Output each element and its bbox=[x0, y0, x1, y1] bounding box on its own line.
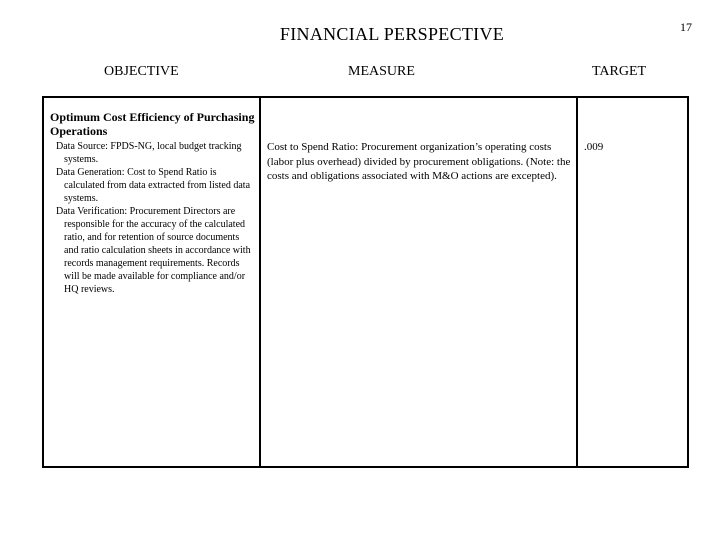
data-source-text: Data Source: FPDS-NG, local budget tracking systems. bbox=[56, 141, 242, 165]
page-number: 17 bbox=[680, 20, 692, 34]
objective-cell bbox=[44, 98, 259, 296]
measure-cell bbox=[261, 98, 576, 184]
target-cell bbox=[578, 98, 688, 155]
target-value: .009 bbox=[584, 141, 604, 153]
page-title: FINANCIAL PERSPECTIVE bbox=[279, 24, 505, 44]
objective-column-header: OBJECTIVE bbox=[104, 64, 179, 79]
measure-column-header: MEASURE bbox=[348, 64, 415, 79]
perspective-table bbox=[42, 96, 689, 468]
measure-text: Cost to Spend Ratio: Procurement organization’s operating costs (labor plus overhead) divided by procurement obligations. (Note: the costs and obligations associated with M&O actions are excepted). bbox=[267, 141, 571, 182]
target-column-header: TARGET bbox=[592, 64, 647, 79]
objective-title: Optimum Cost Efficiency of Purchasing Operations bbox=[50, 110, 255, 138]
data-generation-text: Data Generation: Cost to Spend Ratio is calculated from data extracted from listed data systems. bbox=[56, 167, 251, 204]
data-verification-text: Data Verification: Procurement Directors are responsible for the accuracy of the calculated ratio, and for retention of source documents and ratio calculation sheets in accordance with records management requirements. Records will be made available for compliance and/or HQ reviews. bbox=[56, 206, 251, 295]
